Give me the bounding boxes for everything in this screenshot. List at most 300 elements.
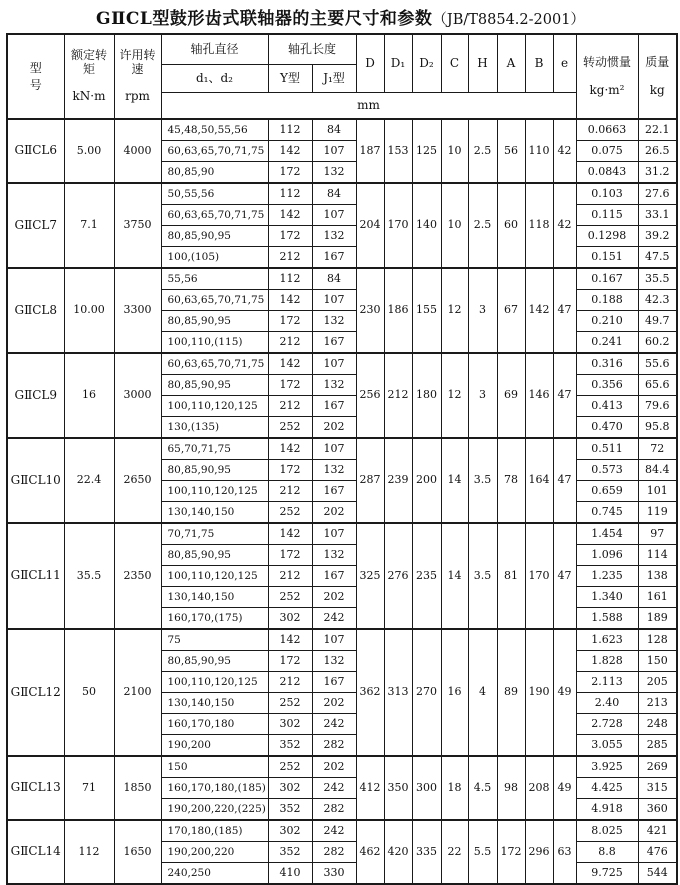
- col-header-model-label: 型号: [29, 61, 42, 92]
- col-header-D2: D₂: [412, 34, 441, 93]
- j1-type-length-cell: 84: [312, 183, 356, 205]
- mass-cell: 544: [638, 863, 677, 885]
- table-row: [7, 268, 677, 290]
- y-type-length-cell: 352: [268, 842, 312, 863]
- table-row: [7, 183, 677, 205]
- speed-unit: rpm: [125, 89, 150, 104]
- inertia-cell: 0.470: [576, 417, 638, 439]
- dim-cell-D2: 140: [412, 183, 441, 268]
- dim-cell-e: 42: [553, 183, 576, 268]
- dim-cell-H: 4.5: [468, 756, 497, 820]
- col-header-e: e: [553, 34, 576, 93]
- y-type-length-cell: 142: [268, 205, 312, 226]
- bore-diameter-cell: 80,85,90,95: [161, 375, 268, 396]
- dim-cell-e: 47: [553, 353, 576, 438]
- j1-type-length-cell: 167: [312, 672, 356, 693]
- dim-cell-D1: 239: [384, 438, 412, 523]
- mass-cell: 161: [638, 587, 677, 608]
- dim-cell-B: 296: [525, 820, 553, 884]
- y-type-length-cell: 252: [268, 693, 312, 714]
- inertia-cell: 0.0663: [576, 119, 638, 141]
- dim-cell-B: 110: [525, 119, 553, 183]
- model-cell: GⅡCL14: [7, 820, 64, 884]
- table-row: [7, 438, 677, 460]
- inertia-cell: 0.115: [576, 205, 638, 226]
- dim-cell-B: 170: [525, 523, 553, 629]
- dim-cell-B: 190: [525, 629, 553, 756]
- j1-type-length-cell: 84: [312, 119, 356, 141]
- y-type-length-cell: 172: [268, 162, 312, 184]
- inertia-cell: 0.745: [576, 502, 638, 524]
- bore-diameter-cell: 100,110,120,125: [161, 672, 268, 693]
- y-type-length-cell: 212: [268, 481, 312, 502]
- col-header-model: [7, 34, 64, 119]
- dim-cell-e: 47: [553, 523, 576, 629]
- j1-type-length-cell: 107: [312, 523, 356, 545]
- speed-cell: 1850: [114, 756, 161, 820]
- dim-cell-D1: 276: [384, 523, 412, 629]
- mass-cell: 35.5: [638, 268, 677, 290]
- inertia-cell: 4.918: [576, 799, 638, 821]
- bore-diameter-cell: 100,110,120,125: [161, 396, 268, 417]
- mass-cell: 360: [638, 799, 677, 821]
- bore-diameter-cell: 50,55,56: [161, 183, 268, 205]
- torque-cell: 10.00: [64, 268, 114, 353]
- inertia-cell: 0.0843: [576, 162, 638, 184]
- inertia-cell: 0.659: [576, 481, 638, 502]
- bore-diameter-cell: 60,63,65,70,71,75: [161, 353, 268, 375]
- j1-type-length-cell: 202: [312, 587, 356, 608]
- y-type-length-cell: 410: [268, 863, 312, 885]
- col-header-A: A: [497, 34, 525, 93]
- dim-cell-e: 49: [553, 629, 576, 756]
- table-row: [7, 629, 677, 651]
- dim-cell-D2: 200: [412, 438, 441, 523]
- model-cell: GⅡCL12: [7, 629, 64, 756]
- col-header-mass: [638, 34, 677, 119]
- dim-cell-H: 2.5: [468, 119, 497, 183]
- y-type-length-cell: 112: [268, 268, 312, 290]
- bore-diameter-cell: 160,170,(175): [161, 608, 268, 630]
- col-header-torque: [64, 34, 114, 119]
- j1-type-length-cell: 84: [312, 268, 356, 290]
- j1-type-length-cell: 242: [312, 820, 356, 842]
- mass-cell: 189: [638, 608, 677, 630]
- j1-type-length-cell: 282: [312, 735, 356, 757]
- dim-cell-D1: 420: [384, 820, 412, 884]
- dim-cell-C: 10: [441, 183, 468, 268]
- bore-diameter-cell: 45,48,50,55,56: [161, 119, 268, 141]
- dim-cell-A: 89: [497, 629, 525, 756]
- bore-diameter-cell: 130,(135): [161, 417, 268, 439]
- inertia-cell: 0.1298: [576, 226, 638, 247]
- inertia-cell: 1.096: [576, 545, 638, 566]
- mass-cell: 150: [638, 651, 677, 672]
- inertia-cell: 3.925: [576, 756, 638, 778]
- bore-diameter-cell: 130,140,150: [161, 693, 268, 714]
- inertia-cell: 3.055: [576, 735, 638, 757]
- y-type-length-cell: 142: [268, 438, 312, 460]
- mass-label: 质量: [645, 54, 670, 69]
- bore-diameter-cell: 130,140,150: [161, 502, 268, 524]
- dim-cell-D1: 153: [384, 119, 412, 183]
- dim-cell-A: 98: [497, 756, 525, 820]
- bore-diameter-cell: 60,63,65,70,71,75: [161, 205, 268, 226]
- col-header-D: D: [356, 34, 384, 93]
- j1-type-length-cell: 167: [312, 396, 356, 417]
- j1-type-length-cell: 167: [312, 247, 356, 269]
- mass-cell: 138: [638, 566, 677, 587]
- dim-cell-C: 16: [441, 629, 468, 756]
- inertia-cell: 1.588: [576, 608, 638, 630]
- mass-cell: 97: [638, 523, 677, 545]
- col-header-y-type: Y型: [268, 65, 312, 93]
- inertia-cell: 0.511: [576, 438, 638, 460]
- bore-diameter-cell: 150: [161, 756, 268, 778]
- unit-mm-header: mm: [161, 93, 576, 120]
- bore-diameter-cell: 170,180,(185): [161, 820, 268, 842]
- y-type-length-cell: 172: [268, 226, 312, 247]
- dim-cell-e: 47: [553, 268, 576, 353]
- table-row: [7, 119, 677, 141]
- j1-type-length-cell: 202: [312, 756, 356, 778]
- dim-cell-B: 118: [525, 183, 553, 268]
- j1-type-length-cell: 167: [312, 481, 356, 502]
- table-row: [7, 523, 677, 545]
- page-title: [6, 4, 675, 29]
- y-type-length-cell: 212: [268, 396, 312, 417]
- dim-cell-C: 12: [441, 353, 468, 438]
- col-header-bore-length: 轴孔长度: [268, 34, 356, 65]
- y-type-length-cell: 252: [268, 587, 312, 608]
- dim-cell-D1: 212: [384, 353, 412, 438]
- table-body: [7, 119, 677, 884]
- model-cell: GⅡCL11: [7, 523, 64, 629]
- col-header-D1: D₁: [384, 34, 412, 93]
- dim-cell-H: 3: [468, 353, 497, 438]
- inertia-cell: 8.025: [576, 820, 638, 842]
- y-type-length-cell: 142: [268, 141, 312, 162]
- mass-cell: 128: [638, 629, 677, 651]
- y-type-length-cell: 142: [268, 629, 312, 651]
- bore-diameter-cell: 80,85,90: [161, 162, 268, 184]
- bore-diameter-cell: 100,110,120,125: [161, 481, 268, 502]
- mass-cell: 205: [638, 672, 677, 693]
- y-type-length-cell: 212: [268, 332, 312, 354]
- coupling-spec-table: [6, 33, 678, 885]
- col-header-bore-diameter: 轴孔直径: [161, 34, 268, 65]
- y-type-length-cell: 302: [268, 714, 312, 735]
- dim-cell-D: 325: [356, 523, 384, 629]
- dim-cell-D1: 170: [384, 183, 412, 268]
- mass-cell: 26.5: [638, 141, 677, 162]
- dim-cell-D: 362: [356, 629, 384, 756]
- mass-cell: 55.6: [638, 353, 677, 375]
- dim-cell-D2: 235: [412, 523, 441, 629]
- table-row: [7, 756, 677, 778]
- bore-diameter-cell: 80,85,90,95: [161, 545, 268, 566]
- dim-cell-C: 10: [441, 119, 468, 183]
- j1-type-length-cell: 107: [312, 141, 356, 162]
- y-type-length-cell: 302: [268, 608, 312, 630]
- dim-cell-e: 47: [553, 438, 576, 523]
- j1-type-length-cell: 202: [312, 502, 356, 524]
- j1-type-length-cell: 132: [312, 226, 356, 247]
- bore-diameter-cell: 100,110,(115): [161, 332, 268, 354]
- col-header-B: B: [525, 34, 553, 93]
- bore-diameter-cell: 190,200,220: [161, 842, 268, 863]
- mass-unit: kg: [649, 82, 665, 97]
- dim-cell-B: 142: [525, 268, 553, 353]
- inertia-cell: 0.316: [576, 353, 638, 375]
- bore-diameter-cell: 80,85,90,95: [161, 651, 268, 672]
- dim-cell-H: 3.5: [468, 523, 497, 629]
- dim-cell-B: 146: [525, 353, 553, 438]
- mass-cell: 95.8: [638, 417, 677, 439]
- dim-cell-e: 63: [553, 820, 576, 884]
- y-type-length-cell: 252: [268, 417, 312, 439]
- mass-cell: 421: [638, 820, 677, 842]
- y-type-length-cell: 172: [268, 460, 312, 481]
- j1-type-length-cell: 107: [312, 290, 356, 311]
- mass-cell: 315: [638, 778, 677, 799]
- torque-cell: 7.1: [64, 183, 114, 268]
- y-type-length-cell: 212: [268, 247, 312, 269]
- y-type-length-cell: 112: [268, 119, 312, 141]
- speed-cell: 3750: [114, 183, 161, 268]
- torque-cell: 112: [64, 820, 114, 884]
- dim-cell-D2: 270: [412, 629, 441, 756]
- dim-cell-D: 287: [356, 438, 384, 523]
- inertia-cell: 2.728: [576, 714, 638, 735]
- bore-diameter-cell: 130,140,150: [161, 587, 268, 608]
- j1-type-length-cell: 242: [312, 714, 356, 735]
- mass-cell: 22.1: [638, 119, 677, 141]
- y-type-length-cell: 112: [268, 183, 312, 205]
- torque-cell: 5.00: [64, 119, 114, 183]
- inertia-cell: 0.075: [576, 141, 638, 162]
- y-type-length-cell: 252: [268, 756, 312, 778]
- title-main: GⅡCL型鼓形齿式联轴器的主要尺寸和参数: [96, 9, 433, 29]
- mass-cell: 101: [638, 481, 677, 502]
- col-header-j1-type: J₁型: [312, 65, 356, 93]
- y-type-length-cell: 212: [268, 672, 312, 693]
- bore-diameter-cell: 240,250: [161, 863, 268, 885]
- mass-cell: 79.6: [638, 396, 677, 417]
- title-standard-ref: （JB/T8854.2-2001）: [432, 12, 585, 28]
- mass-cell: 84.4: [638, 460, 677, 481]
- model-cell: GⅡCL10: [7, 438, 64, 523]
- inertia-cell: 0.573: [576, 460, 638, 481]
- j1-type-length-cell: 132: [312, 375, 356, 396]
- inertia-cell: 1.828: [576, 651, 638, 672]
- bore-diameter-cell: 190,200,220,(225): [161, 799, 268, 821]
- bore-diameter-cell: 60,63,65,70,71,75: [161, 290, 268, 311]
- j1-type-length-cell: 167: [312, 566, 356, 587]
- dim-cell-e: 42: [553, 119, 576, 183]
- j1-type-length-cell: 242: [312, 778, 356, 799]
- mass-cell: 269: [638, 756, 677, 778]
- mass-cell: 31.2: [638, 162, 677, 184]
- y-type-length-cell: 302: [268, 820, 312, 842]
- speed-cell: 2650: [114, 438, 161, 523]
- dim-cell-A: 60: [497, 183, 525, 268]
- dim-cell-D1: 350: [384, 756, 412, 820]
- mass-cell: 33.1: [638, 205, 677, 226]
- mass-cell: 39.2: [638, 226, 677, 247]
- dim-cell-H: 3.5: [468, 438, 497, 523]
- mass-cell: 476: [638, 842, 677, 863]
- col-header-speed: [114, 34, 161, 119]
- bore-diameter-cell: 55,56: [161, 268, 268, 290]
- speed-cell: 3300: [114, 268, 161, 353]
- y-type-length-cell: 142: [268, 523, 312, 545]
- j1-type-length-cell: 107: [312, 438, 356, 460]
- model-cell: GⅡCL8: [7, 268, 64, 353]
- y-type-length-cell: 352: [268, 735, 312, 757]
- mass-cell: 119: [638, 502, 677, 524]
- dim-cell-A: 67: [497, 268, 525, 353]
- dim-cell-D2: 300: [412, 756, 441, 820]
- j1-type-length-cell: 167: [312, 332, 356, 354]
- dim-cell-C: 14: [441, 438, 468, 523]
- dim-cell-H: 4: [468, 629, 497, 756]
- dim-cell-D2: 125: [412, 119, 441, 183]
- col-header-H: H: [468, 34, 497, 93]
- inertia-cell: 8.8: [576, 842, 638, 863]
- inertia-cell: 0.167: [576, 268, 638, 290]
- inertia-cell: 0.151: [576, 247, 638, 269]
- speed-cell: 3000: [114, 353, 161, 438]
- speed-cell: 4000: [114, 119, 161, 183]
- y-type-length-cell: 252: [268, 502, 312, 524]
- inertia-cell: 2.40: [576, 693, 638, 714]
- dim-cell-H: 2.5: [468, 183, 497, 268]
- inertia-cell: 0.103: [576, 183, 638, 205]
- bore-diameter-cell: 75: [161, 629, 268, 651]
- bore-diameter-cell: 190,200: [161, 735, 268, 757]
- inertia-cell: 4.425: [576, 778, 638, 799]
- torque-cell: 22.4: [64, 438, 114, 523]
- speed-cell: 2350: [114, 523, 161, 629]
- inertia-cell: 2.113: [576, 672, 638, 693]
- inertia-cell: 0.241: [576, 332, 638, 354]
- j1-type-length-cell: 132: [312, 651, 356, 672]
- inertia-unit: kg·m²: [589, 82, 625, 97]
- dim-cell-A: 172: [497, 820, 525, 884]
- inertia-label: 转动惯量: [583, 54, 632, 69]
- mass-cell: 42.3: [638, 290, 677, 311]
- dim-cell-D2: 155: [412, 268, 441, 353]
- inertia-cell: 1.235: [576, 566, 638, 587]
- bore-diameter-cell: 80,85,90,95: [161, 226, 268, 247]
- j1-type-length-cell: 107: [312, 205, 356, 226]
- mass-cell: 27.6: [638, 183, 677, 205]
- table-header: [7, 34, 677, 119]
- y-type-length-cell: 352: [268, 799, 312, 821]
- j1-type-length-cell: 202: [312, 693, 356, 714]
- bore-diameter-cell: 65,70,71,75: [161, 438, 268, 460]
- col-header-inertia: [576, 34, 638, 119]
- dim-cell-C: 18: [441, 756, 468, 820]
- inertia-cell: 9.725: [576, 863, 638, 885]
- dim-cell-B: 208: [525, 756, 553, 820]
- bore-diameter-cell: 70,71,75: [161, 523, 268, 545]
- mass-cell: 47.5: [638, 247, 677, 269]
- dim-cell-D: 230: [356, 268, 384, 353]
- dim-cell-A: 69: [497, 353, 525, 438]
- dim-cell-A: 81: [497, 523, 525, 629]
- inertia-cell: 1.623: [576, 629, 638, 651]
- model-cell: GⅡCL13: [7, 756, 64, 820]
- inertia-cell: 0.210: [576, 311, 638, 332]
- bore-diameter-cell: 60,63,65,70,71,75: [161, 141, 268, 162]
- j1-type-length-cell: 202: [312, 417, 356, 439]
- dim-cell-D: 462: [356, 820, 384, 884]
- mass-cell: 285: [638, 735, 677, 757]
- dim-cell-D: 187: [356, 119, 384, 183]
- torque-cell: 16: [64, 353, 114, 438]
- dim-cell-D: 412: [356, 756, 384, 820]
- col-header-C: C: [441, 34, 468, 93]
- speed-cell: 1650: [114, 820, 161, 884]
- mass-cell: 72: [638, 438, 677, 460]
- mass-cell: 49.7: [638, 311, 677, 332]
- dim-cell-D: 204: [356, 183, 384, 268]
- y-type-length-cell: 172: [268, 375, 312, 396]
- torque-cell: 50: [64, 629, 114, 756]
- dim-cell-C: 22: [441, 820, 468, 884]
- y-type-length-cell: 142: [268, 353, 312, 375]
- table-row: [7, 820, 677, 842]
- inertia-cell: 0.356: [576, 375, 638, 396]
- model-cell: GⅡCL9: [7, 353, 64, 438]
- bore-diameter-cell: 160,170,180: [161, 714, 268, 735]
- bore-diameter-cell: 100,(105): [161, 247, 268, 269]
- torque-label: 额定转矩: [70, 47, 107, 76]
- mass-cell: 114: [638, 545, 677, 566]
- inertia-cell: 1.454: [576, 523, 638, 545]
- j1-type-length-cell: 107: [312, 353, 356, 375]
- j1-type-length-cell: 132: [312, 460, 356, 481]
- dim-cell-A: 78: [497, 438, 525, 523]
- dim-cell-H: 3: [468, 268, 497, 353]
- mass-cell: 213: [638, 693, 677, 714]
- y-type-length-cell: 172: [268, 311, 312, 332]
- dim-cell-A: 56: [497, 119, 525, 183]
- j1-type-length-cell: 132: [312, 311, 356, 332]
- mass-cell: 248: [638, 714, 677, 735]
- j1-type-length-cell: 132: [312, 162, 356, 184]
- j1-type-length-cell: 242: [312, 608, 356, 630]
- inertia-cell: 1.340: [576, 587, 638, 608]
- dim-cell-C: 12: [441, 268, 468, 353]
- j1-type-length-cell: 132: [312, 545, 356, 566]
- j1-type-length-cell: 107: [312, 629, 356, 651]
- col-header-d1-d2: d₁、d₂: [161, 65, 268, 93]
- y-type-length-cell: 172: [268, 545, 312, 566]
- torque-cell: 35.5: [64, 523, 114, 629]
- y-type-length-cell: 302: [268, 778, 312, 799]
- torque-unit: kN·m: [72, 89, 106, 104]
- dim-cell-D2: 335: [412, 820, 441, 884]
- dim-cell-D: 256: [356, 353, 384, 438]
- dim-cell-D1: 186: [384, 268, 412, 353]
- j1-type-length-cell: 330: [312, 863, 356, 885]
- model-cell: GⅡCL6: [7, 119, 64, 183]
- table-row: [7, 353, 677, 375]
- dim-cell-B: 164: [525, 438, 553, 523]
